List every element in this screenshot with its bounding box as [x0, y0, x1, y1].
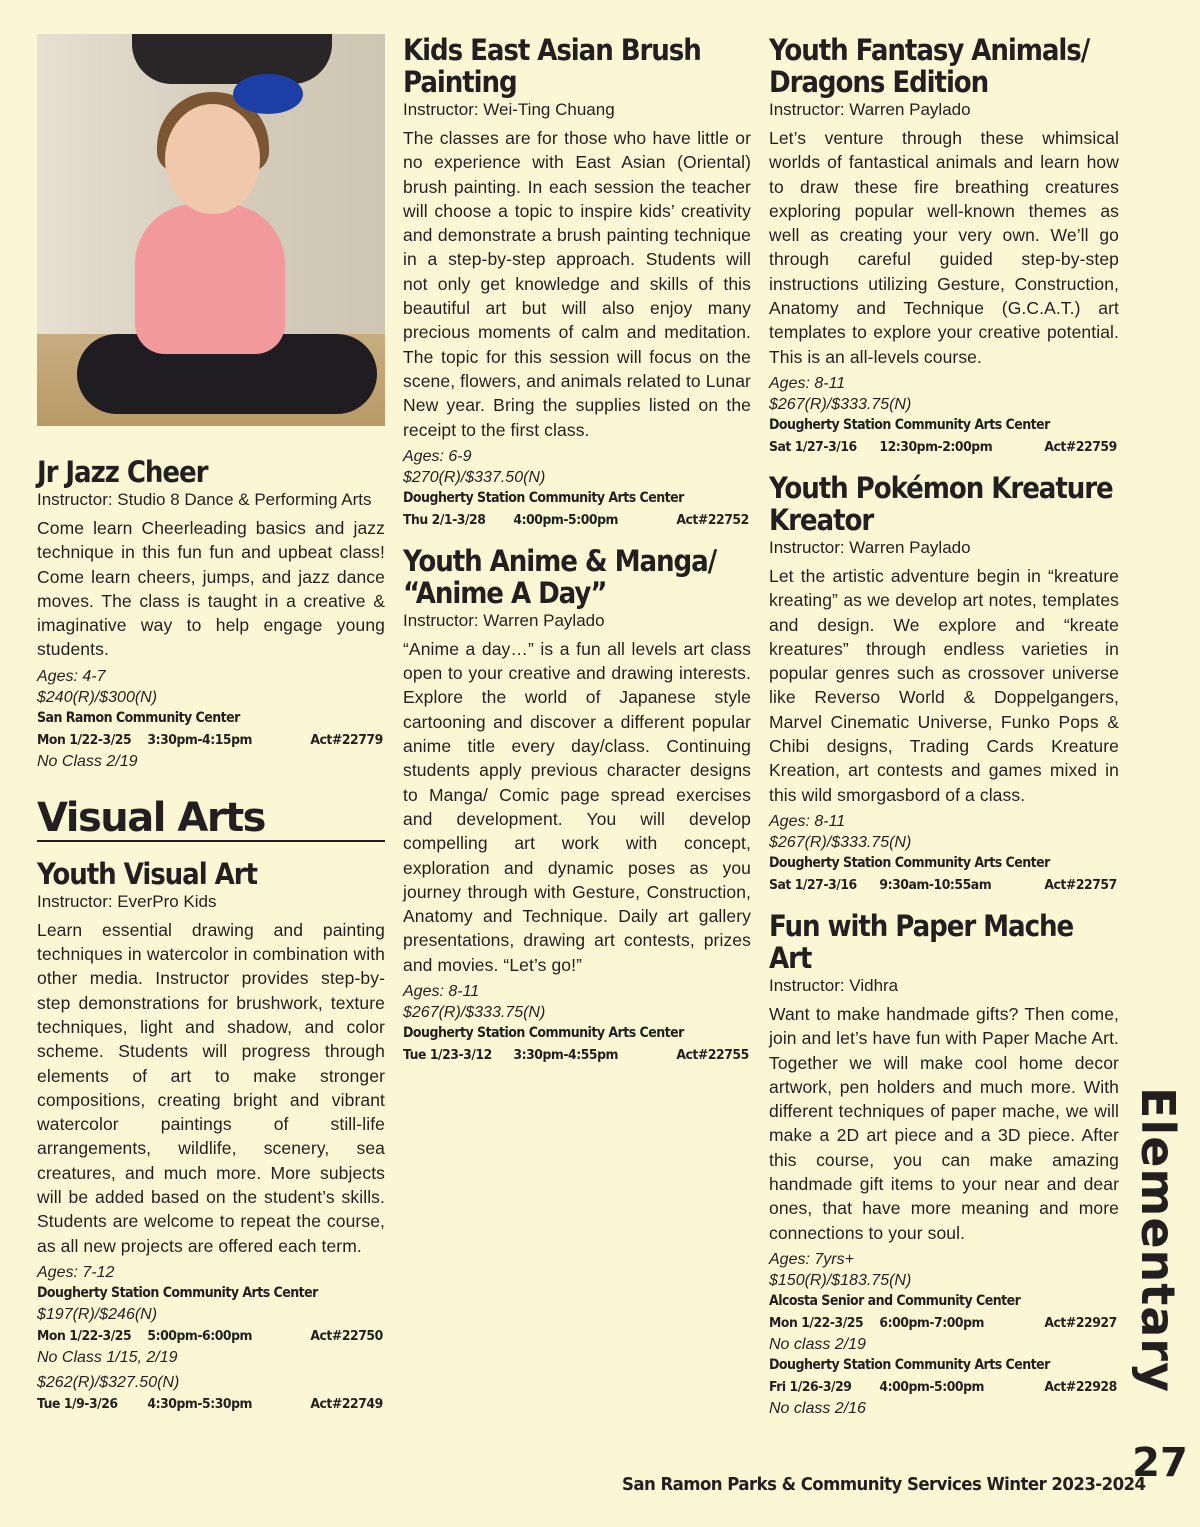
ages: Ages: 7-12 — [37, 1263, 115, 1281]
listing-youth-visual-art — [37, 858, 385, 1415]
listing-fantasy-animals-dragons — [769, 34, 1119, 458]
price: $262(R)/$327.50(N) — [37, 1373, 180, 1391]
column-middle — [403, 34, 751, 1080]
column-right — [769, 34, 1119, 1433]
ages: Ages: 6-9 — [403, 447, 472, 465]
schedule-time: 3:30pm-4:15pm — [147, 731, 253, 748]
instructor: Instructor: Warren Paylado — [403, 610, 605, 630]
schedule-time: 4:00pm-5:00pm — [879, 1378, 985, 1395]
ages: Ages: 8-11 — [769, 812, 846, 830]
schedule-time: 12:30pm-2:00pm — [879, 438, 993, 455]
location: Dougherty Station Community Arts Center — [37, 1284, 318, 1301]
description: Let the artistic adventure begin in “kreature kreating” as we develop art notes, templates and design. We explore and “kreate kreatures” through endless varieties in popular genres such as crossover universe like Reverso World & Doppelgangers, Marvel Cinematic Universe, Funko Pops & Chibi designs, Trading Cards Kreature Kreation, art contests and games mixed in this wild smorgasbord of a class. — [769, 565, 1119, 805]
description: Want to make handmade gifts? Then come, join and let’s have fun with Paper Mache Art. Together we will make cool home decor artwork, pen holders and much more. With different techniques of paper mache, we will make a 2D art piece and a 3D piece. After this course, you can make amazing handmade gift items to your near and dear ones, that have more meaning and more connections to your soul. — [769, 1003, 1119, 1243]
schedule-days: Thu 2/1-3/28 — [403, 511, 486, 528]
location: Dougherty Station Community Arts Center — [769, 854, 1050, 871]
instructor: Instructor: Studio 8 Dance & Performing Arts — [37, 490, 372, 509]
price: $267(R)/$333.75(N) — [769, 395, 912, 413]
schedule-time: 6:00pm-7:00pm — [879, 1314, 985, 1331]
schedule-time: 4:30pm-5:30pm — [147, 1395, 253, 1412]
description: Come learn Cheerleading basics and jazz technique in this fun fun and upbeat class! Come learn cheers, jumps, and jazz dance moves. The class is taught in a creative & imaginative way to help engage young students. — [37, 518, 385, 660]
listing-east-asian-brush-painting — [403, 34, 751, 531]
listing-paper-mache-art — [769, 910, 1119, 1419]
side-tab-elementary — [1128, 1087, 1188, 1393]
instructor: Instructor: Wei-Ting Chuang — [403, 100, 615, 119]
schedule — [37, 1393, 383, 1415]
schedule-time: 5:00pm-6:00pm — [147, 1327, 253, 1344]
schedule-days: Fri 1/26-3/29 — [769, 1378, 852, 1395]
instructor: Instructor: Vidhra — [769, 975, 899, 995]
listing-jr-jazz-cheer — [37, 456, 385, 772]
footer: San Ramon Parks & Community Services Winter 2023-2024 — [622, 1474, 1146, 1495]
section-title-visual-arts: Visual Arts — [37, 796, 385, 842]
class-title: Youth Pokémon Kreature Kreator — [769, 470, 1113, 537]
schedule-time: 3:30pm-4:55pm — [513, 1047, 619, 1064]
schedule-days: Sat 1/27-3/16 — [769, 438, 857, 455]
schedule — [403, 1044, 749, 1066]
schedule-days: Mon 1/22-3/25 — [37, 1327, 132, 1344]
description: The classes are for those who have little or no experience with East Asian (Oriental) brush painting. In each session the teacher will choose a topic to inspire kids’ creativity and demonstrate a brush painting technique in a step-by-step approach. Students will not only get knowledge and skills of this beautiful art but will also enjoy many precious moments of calm and meditation. The topic for this session will focus on the scene, flowers, and animals related to Lunar New year. Bring the supplies listed on the receipt to the first class. — [403, 128, 751, 440]
note: No class 2/16 — [769, 1399, 866, 1417]
activity-number: Act#22759 — [1044, 438, 1117, 455]
column-left — [37, 34, 385, 1429]
ages: Ages: 4-7 — [37, 667, 106, 685]
price: $150(R)/$183.75(N) — [769, 1271, 912, 1289]
page-number: 27 — [1132, 1440, 1188, 1486]
class-title: Youth Anime & Manga/ “Anime A Day” — [403, 543, 717, 610]
schedule — [769, 436, 1117, 458]
location: Dougherty Station Community Arts Center — [403, 1025, 684, 1042]
activity-number: Act#22779 — [310, 731, 383, 748]
listing-anime-manga — [403, 545, 751, 1066]
price: $267(R)/$333.75(N) — [769, 833, 912, 851]
price: $240(R)/$300(N) — [37, 688, 158, 706]
side-tab-label: Elementary — [1131, 1087, 1185, 1393]
schedule-days: Tue 1/23-3/12 — [403, 1047, 492, 1064]
class-title: Fun with Paper Mache Art — [769, 908, 1074, 975]
schedule-days: Sat 1/27-3/16 — [769, 876, 857, 893]
class-title: Youth Visual Art — [37, 856, 257, 891]
note: No class 2/19 — [769, 1335, 866, 1353]
activity-number: Act#22757 — [1044, 876, 1117, 893]
class-title: Jr Jazz Cheer — [37, 455, 208, 489]
activity-number: Act#22750 — [310, 1327, 383, 1344]
schedule — [403, 509, 749, 531]
schedule — [769, 1376, 1117, 1398]
schedule-days: Tue 1/9-3/26 — [37, 1395, 118, 1412]
girl-cheer-photo — [37, 34, 385, 426]
location: Alcosta Senior and Community Center — [769, 1292, 1021, 1309]
location: Dougherty Station Community Arts Center — [403, 489, 684, 506]
ages: Ages: 8-11 — [403, 983, 480, 1001]
activity-number: Act#22928 — [1044, 1378, 1117, 1395]
activity-number: Act#22752 — [676, 511, 749, 528]
note: No Class 1/15, 2/19 — [37, 1348, 178, 1366]
schedule-days: Mon 1/22-3/25 — [769, 1314, 864, 1331]
note: No Class 2/19 — [37, 752, 138, 770]
instructor: Instructor: Warren Paylado — [769, 100, 971, 119]
price: $270(R)/$337.50(N) — [403, 468, 546, 486]
schedule-time: 4:00pm-5:00pm — [513, 511, 619, 528]
ages: Ages: 8-11 — [769, 374, 846, 392]
price: $197(R)/$246(N) — [37, 1305, 158, 1323]
schedule — [37, 1325, 383, 1347]
schedule — [769, 1312, 1117, 1334]
activity-number: Act#22749 — [310, 1395, 383, 1412]
location: San Ramon Community Center — [37, 709, 240, 726]
class-title: Kids East Asian Brush Painting — [403, 33, 701, 99]
schedule — [769, 874, 1117, 896]
instructor: Instructor: EverPro Kids — [37, 891, 217, 911]
location: Dougherty Station Community Arts Center — [769, 1356, 1050, 1373]
schedule-days: Mon 1/22-3/25 — [37, 731, 132, 748]
activity-number: Act#22755 — [676, 1047, 749, 1064]
activity-number: Act#22927 — [1044, 1314, 1117, 1331]
ages: Ages: 7yrs+ — [769, 1250, 854, 1268]
location: Dougherty Station Community Arts Center — [769, 416, 1050, 433]
description: Learn essential drawing and painting techniques in watercolor in combination with other media. Instructor provides step-by-step demonstrations for brushwork, texture techniques, light and shadow, and color scheme. Students will progress through elements of art to make stronger compositions, creating bright and vibrant watercolor paintings of still-life arrangements, wildlife, scenery, sea creatures, and much more. More subjects will be added based on the student’s skills. Students are welcome to repeat the course, as all new projects are offered each term. — [37, 919, 385, 1256]
description: Let’s venture through these whimsical worlds of fantastical animals and learn how to draw these fire breathing creatures exploring popular well-known themes as well as creating your very own. We’ll go through careful guided step-by-step instructions utilizing Gesture, Construction, Anatomy and Technique (G.C.A.T.) art templates to explore your creative potential. This is an all-levels course. — [769, 128, 1119, 367]
class-title: Youth Fantasy Animals/ Dragons Edition — [769, 33, 1090, 99]
listing-pokemon-kreature-kreator — [769, 472, 1119, 896]
price: $267(R)/$333.75(N) — [403, 1004, 546, 1022]
schedule-time: 9:30am-10:55am — [879, 876, 992, 893]
instructor: Instructor: Warren Paylado — [769, 537, 971, 557]
schedule — [37, 729, 383, 751]
description: “Anime a day…” is a fun all levels art class open to your creative and drawing interests. Explore the world of Japanese style cartooning and discover a different popular anime title every day/class. Continuing students apply previous character designs to Manga/ Comic page spread exercises and development. You will develop compelling art work with concept, exploration and dynamic poses as you journey through with Gesture, Construction, Anatomy and Technique. Daily art gallery presentations, drawing art contests, prizes and movies. “Let’s go!” — [403, 638, 751, 975]
